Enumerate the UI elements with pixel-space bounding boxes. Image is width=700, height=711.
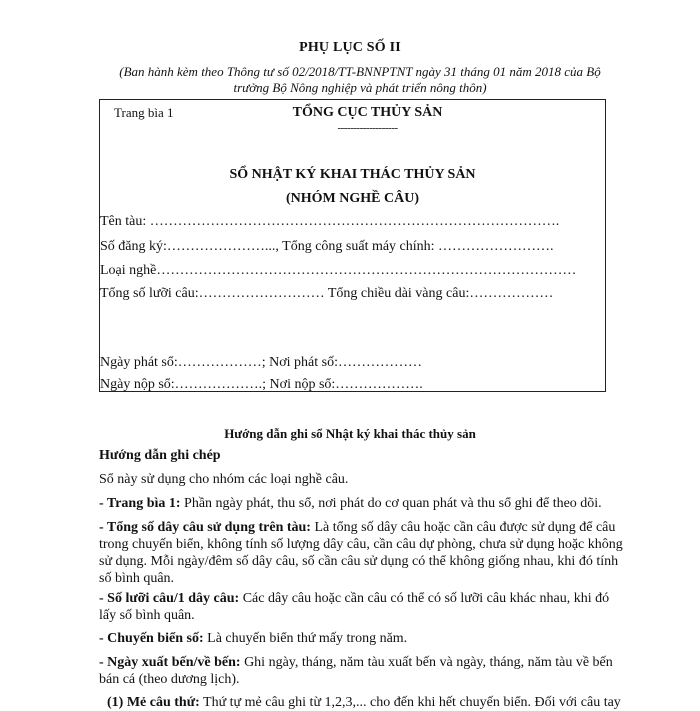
- field-registration: Số đăng ký:…………………..., Tổng công suất máy chính: …………………….: [100, 239, 554, 254]
- guide-heading: Hướng dẫn ghi sổ Nhật ký khai thác thủy sản: [224, 426, 476, 441]
- appendix-subtitle: (Ban hành kèm theo Thông tư số 02/2018/TT-BNNPTNT ngày 31 tháng 01 năm 2018 của Bộ trưởng Bộ Nông nghiệp và phát triển nông thôn): [119, 64, 601, 95]
- section-heading: Hướng dẫn ghi chép: [99, 448, 221, 463]
- guide-item-term: - Trang bìa 1:: [99, 496, 181, 511]
- guide-item-term: - Chuyến biển số:: [99, 631, 204, 646]
- field-hooks: Tổng số lưỡi câu:……………………… Tổng chiều dài vàng câu:………………: [100, 286, 554, 301]
- guide-item-term: - Ngày xuất bến/về bến:: [99, 655, 241, 670]
- guide-item-term: - Số lưỡi câu/1 dây câu:: [99, 591, 240, 606]
- logbook-cover-box: [99, 99, 606, 392]
- logbook-subtitle: (NHÓM NGHỀ CÂU): [286, 191, 419, 206]
- appendix-title: PHỤ LỤC SỐ II: [299, 40, 401, 55]
- logbook-title: SỔ NHẬT KÝ KHAI THÁC THỦY SẢN: [229, 167, 476, 182]
- guide-item-text: Ghi ngày, tháng, năm tàu xuất bến và ngày, tháng, năm tàu về bến bán cá (theo dương lịch).: [99, 655, 613, 687]
- agency-divider: -------------------: [337, 122, 398, 134]
- guide-item: [107, 694, 637, 711]
- field-issue: Ngày phát sổ:………………; Nơi phát số:………………: [100, 355, 422, 370]
- guide-item-term: - Tổng số dây câu sử dụng trên tàu:: [99, 520, 311, 535]
- guide-item: [99, 630, 629, 647]
- agency-name: TỔNG CỤC THỦY SẢN: [292, 105, 443, 120]
- guide-item-text: Là tổng số dây câu hoặc cần câu được sử dụng để câu trong chuyến biển, không tính số lượng dây câu, cần câu dự phòng, chưa sử dụng hoặc không sử dụng. Mỗi ngày/đêm số dây câu, số cần câu sử dụng có thể không giống nhau, khi đó tính số bình quân.: [99, 520, 623, 586]
- cover-page-label: Trang bìa 1: [114, 105, 174, 120]
- guide-item-text: Thứ tự mẻ câu ghi từ 1,2,3,... cho đến khi hết chuyến biển. Đối với câu tay: [199, 695, 621, 710]
- guide-item-text: Là chuyến biển thứ mấy trong năm.: [203, 631, 408, 646]
- field-fishing-type: Loại nghề………………………………………………………………………………: [100, 263, 577, 278]
- guide-item-text: Phần ngày phát, thu sổ, nơi phát do cơ quan phát và thu sổ ghi để theo dõi.: [180, 496, 602, 511]
- field-submit: Ngày nộp sổ:……………….; Nơi nộp sổ:……………….: [100, 377, 423, 392]
- field-vessel-name: Tên tàu: …………………………………………………………………………….: [100, 214, 560, 229]
- guide-item: [99, 654, 629, 688]
- guide-item-text: Các dây câu hoặc cần câu có thể có số lưỡi câu khác nhau, khi đó lấy số bình quân.: [99, 591, 610, 623]
- guide-item-term: (1) Mẻ câu thứ:: [107, 695, 200, 710]
- guide-item: [99, 590, 629, 624]
- guide-intro: Sổ này sử dụng cho nhóm các loại nghề câu.: [99, 472, 349, 487]
- guide-item: [99, 519, 629, 587]
- guide-item: [99, 495, 629, 512]
